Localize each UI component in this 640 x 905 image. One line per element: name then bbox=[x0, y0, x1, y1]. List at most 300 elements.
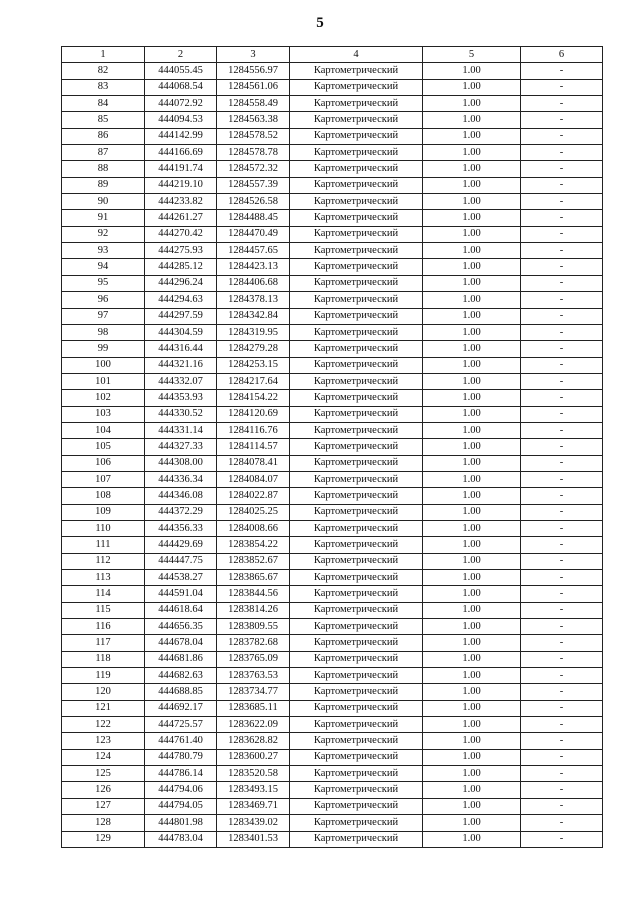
accuracy-cell: 1.00 bbox=[423, 390, 521, 406]
note-cell: - bbox=[521, 586, 603, 602]
accuracy-cell: 1.00 bbox=[423, 145, 521, 161]
table-row bbox=[62, 651, 603, 667]
column-header-2: 2 bbox=[145, 47, 217, 63]
table-row bbox=[62, 422, 603, 438]
accuracy-cell: 1.00 bbox=[423, 619, 521, 635]
x-coordinate-cell: 444447.75 bbox=[145, 553, 217, 569]
accuracy-cell: 1.00 bbox=[423, 63, 521, 79]
table-row bbox=[62, 259, 603, 275]
x-coordinate-cell: 444336.34 bbox=[145, 471, 217, 487]
point-number-cell: 106 bbox=[62, 455, 145, 471]
x-coordinate-cell: 444372.29 bbox=[145, 504, 217, 520]
method-cell: Картометрический bbox=[290, 749, 423, 765]
table-row bbox=[62, 308, 603, 324]
note-cell: - bbox=[521, 177, 603, 193]
table-row bbox=[62, 766, 603, 782]
method-cell: Картометрический bbox=[290, 537, 423, 553]
point-number-cell: 123 bbox=[62, 733, 145, 749]
accuracy-cell: 1.00 bbox=[423, 831, 521, 847]
note-cell: - bbox=[521, 815, 603, 831]
y-coordinate-cell: 1284557.39 bbox=[217, 177, 290, 193]
table-row bbox=[62, 749, 603, 765]
method-cell: Картометрический bbox=[290, 586, 423, 602]
y-coordinate-cell: 1284025.25 bbox=[217, 504, 290, 520]
accuracy-cell: 1.00 bbox=[423, 439, 521, 455]
accuracy-cell: 1.00 bbox=[423, 766, 521, 782]
method-cell: Картометрический bbox=[290, 504, 423, 520]
y-coordinate-cell: 1283814.26 bbox=[217, 602, 290, 618]
note-cell: - bbox=[521, 422, 603, 438]
accuracy-cell: 1.00 bbox=[423, 700, 521, 716]
note-cell: - bbox=[521, 684, 603, 700]
accuracy-cell: 1.00 bbox=[423, 684, 521, 700]
accuracy-cell: 1.00 bbox=[423, 782, 521, 798]
note-cell: - bbox=[521, 553, 603, 569]
y-coordinate-cell: 1283782.68 bbox=[217, 635, 290, 651]
method-cell: Картометрический bbox=[290, 210, 423, 226]
y-coordinate-cell: 1284319.95 bbox=[217, 324, 290, 340]
table-row bbox=[62, 488, 603, 504]
note-cell: - bbox=[521, 308, 603, 324]
note-cell: - bbox=[521, 504, 603, 520]
table-row bbox=[62, 635, 603, 651]
y-coordinate-cell: 1283520.58 bbox=[217, 766, 290, 782]
y-coordinate-cell: 1284217.64 bbox=[217, 373, 290, 389]
table-row bbox=[62, 406, 603, 422]
y-coordinate-cell: 1284526.58 bbox=[217, 194, 290, 210]
table-row bbox=[62, 112, 603, 128]
point-number-cell: 100 bbox=[62, 357, 145, 373]
y-coordinate-cell: 1284342.84 bbox=[217, 308, 290, 324]
x-coordinate-cell: 444591.04 bbox=[145, 586, 217, 602]
accuracy-cell: 1.00 bbox=[423, 194, 521, 210]
point-number-cell: 114 bbox=[62, 586, 145, 602]
x-coordinate-cell: 444261.27 bbox=[145, 210, 217, 226]
accuracy-cell: 1.00 bbox=[423, 128, 521, 144]
point-number-cell: 125 bbox=[62, 766, 145, 782]
point-number-cell: 85 bbox=[62, 112, 145, 128]
note-cell: - bbox=[521, 635, 603, 651]
accuracy-cell: 1.00 bbox=[423, 668, 521, 684]
x-coordinate-cell: 444233.82 bbox=[145, 194, 217, 210]
table-row bbox=[62, 324, 603, 340]
y-coordinate-cell: 1283469.71 bbox=[217, 798, 290, 814]
y-coordinate-cell: 1284008.66 bbox=[217, 520, 290, 536]
y-coordinate-cell: 1284279.28 bbox=[217, 341, 290, 357]
point-number-cell: 129 bbox=[62, 831, 145, 847]
table-row bbox=[62, 831, 603, 847]
y-coordinate-cell: 1284084.07 bbox=[217, 471, 290, 487]
point-number-cell: 102 bbox=[62, 390, 145, 406]
table-row bbox=[62, 602, 603, 618]
point-number-cell: 104 bbox=[62, 422, 145, 438]
x-coordinate-cell: 444682.63 bbox=[145, 668, 217, 684]
point-number-cell: 121 bbox=[62, 700, 145, 716]
accuracy-cell: 1.00 bbox=[423, 520, 521, 536]
note-cell: - bbox=[521, 700, 603, 716]
point-number-cell: 93 bbox=[62, 243, 145, 259]
accuracy-cell: 1.00 bbox=[423, 406, 521, 422]
table-row bbox=[62, 145, 603, 161]
note-cell: - bbox=[521, 831, 603, 847]
note-cell: - bbox=[521, 243, 603, 259]
table-row bbox=[62, 782, 603, 798]
note-cell: - bbox=[521, 112, 603, 128]
accuracy-cell: 1.00 bbox=[423, 177, 521, 193]
point-number-cell: 82 bbox=[62, 63, 145, 79]
point-number-cell: 84 bbox=[62, 96, 145, 112]
note-cell: - bbox=[521, 798, 603, 814]
note-cell: - bbox=[521, 259, 603, 275]
x-coordinate-cell: 444429.69 bbox=[145, 537, 217, 553]
method-cell: Картометрический bbox=[290, 96, 423, 112]
x-coordinate-cell: 444681.86 bbox=[145, 651, 217, 667]
point-number-cell: 98 bbox=[62, 324, 145, 340]
table-row bbox=[62, 504, 603, 520]
point-number-cell: 124 bbox=[62, 749, 145, 765]
accuracy-cell: 1.00 bbox=[423, 570, 521, 586]
accuracy-cell: 1.00 bbox=[423, 455, 521, 471]
table-row bbox=[62, 586, 603, 602]
accuracy-cell: 1.00 bbox=[423, 504, 521, 520]
note-cell: - bbox=[521, 357, 603, 373]
accuracy-cell: 1.00 bbox=[423, 422, 521, 438]
method-cell: Картометрический bbox=[290, 700, 423, 716]
accuracy-cell: 1.00 bbox=[423, 210, 521, 226]
x-coordinate-cell: 444297.59 bbox=[145, 308, 217, 324]
column-header-3: 3 bbox=[217, 47, 290, 63]
point-number-cell: 127 bbox=[62, 798, 145, 814]
method-cell: Картометрический bbox=[290, 733, 423, 749]
point-number-cell: 94 bbox=[62, 259, 145, 275]
note-cell: - bbox=[521, 717, 603, 733]
y-coordinate-cell: 1284114.57 bbox=[217, 439, 290, 455]
y-coordinate-cell: 1284572.32 bbox=[217, 161, 290, 177]
method-cell: Картометрический bbox=[290, 373, 423, 389]
x-coordinate-cell: 444321.16 bbox=[145, 357, 217, 373]
note-cell: - bbox=[521, 733, 603, 749]
note-cell: - bbox=[521, 161, 603, 177]
x-coordinate-cell: 444166.69 bbox=[145, 145, 217, 161]
table-row bbox=[62, 798, 603, 814]
y-coordinate-cell: 1284470.49 bbox=[217, 226, 290, 242]
column-header-5: 5 bbox=[423, 47, 521, 63]
y-coordinate-cell: 1284154.22 bbox=[217, 390, 290, 406]
note-cell: - bbox=[521, 488, 603, 504]
method-cell: Картометрический bbox=[290, 194, 423, 210]
x-coordinate-cell: 444191.74 bbox=[145, 161, 217, 177]
y-coordinate-cell: 1283765.09 bbox=[217, 651, 290, 667]
table-row bbox=[62, 537, 603, 553]
method-cell: Картометрический bbox=[290, 651, 423, 667]
x-coordinate-cell: 444219.10 bbox=[145, 177, 217, 193]
method-cell: Картометрический bbox=[290, 226, 423, 242]
table-row bbox=[62, 243, 603, 259]
method-cell: Картометрический bbox=[290, 520, 423, 536]
y-coordinate-cell: 1283628.82 bbox=[217, 733, 290, 749]
accuracy-cell: 1.00 bbox=[423, 602, 521, 618]
method-cell: Картометрический bbox=[290, 717, 423, 733]
y-coordinate-cell: 1283493.15 bbox=[217, 782, 290, 798]
note-cell: - bbox=[521, 570, 603, 586]
point-number-cell: 83 bbox=[62, 79, 145, 95]
note-cell: - bbox=[521, 194, 603, 210]
note-cell: - bbox=[521, 292, 603, 308]
x-coordinate-cell: 444786.14 bbox=[145, 766, 217, 782]
accuracy-cell: 1.00 bbox=[423, 341, 521, 357]
y-coordinate-cell: 1284561.06 bbox=[217, 79, 290, 95]
point-number-cell: 103 bbox=[62, 406, 145, 422]
x-coordinate-cell: 444332.07 bbox=[145, 373, 217, 389]
table-row bbox=[62, 79, 603, 95]
table-row bbox=[62, 96, 603, 112]
y-coordinate-cell: 1284457.65 bbox=[217, 243, 290, 259]
method-cell: Картометрический bbox=[290, 635, 423, 651]
method-cell: Картометрический bbox=[290, 815, 423, 831]
x-coordinate-cell: 444356.33 bbox=[145, 520, 217, 536]
accuracy-cell: 1.00 bbox=[423, 798, 521, 814]
point-number-cell: 119 bbox=[62, 668, 145, 684]
column-header-1: 1 bbox=[62, 47, 145, 63]
table-row bbox=[62, 471, 603, 487]
table-body bbox=[62, 63, 603, 848]
accuracy-cell: 1.00 bbox=[423, 586, 521, 602]
x-coordinate-cell: 444618.64 bbox=[145, 602, 217, 618]
table-row bbox=[62, 194, 603, 210]
table-header bbox=[62, 47, 603, 63]
method-cell: Картометрический bbox=[290, 63, 423, 79]
y-coordinate-cell: 1283865.67 bbox=[217, 570, 290, 586]
method-cell: Картометрический bbox=[290, 308, 423, 324]
method-cell: Картометрический bbox=[290, 324, 423, 340]
table-row bbox=[62, 668, 603, 684]
point-number-cell: 99 bbox=[62, 341, 145, 357]
point-number-cell: 113 bbox=[62, 570, 145, 586]
point-number-cell: 115 bbox=[62, 602, 145, 618]
method-cell: Картометрический bbox=[290, 782, 423, 798]
note-cell: - bbox=[521, 782, 603, 798]
point-number-cell: 88 bbox=[62, 161, 145, 177]
x-coordinate-cell: 444353.93 bbox=[145, 390, 217, 406]
note-cell: - bbox=[521, 668, 603, 684]
point-number-cell: 108 bbox=[62, 488, 145, 504]
accuracy-cell: 1.00 bbox=[423, 161, 521, 177]
x-coordinate-cell: 444055.45 bbox=[145, 63, 217, 79]
method-cell: Картометрический bbox=[290, 439, 423, 455]
point-number-cell: 101 bbox=[62, 373, 145, 389]
accuracy-cell: 1.00 bbox=[423, 488, 521, 504]
y-coordinate-cell: 1283852.67 bbox=[217, 553, 290, 569]
coordinates-table bbox=[61, 46, 603, 848]
method-cell: Картометрический bbox=[290, 177, 423, 193]
point-number-cell: 107 bbox=[62, 471, 145, 487]
x-coordinate-cell: 444142.99 bbox=[145, 128, 217, 144]
accuracy-cell: 1.00 bbox=[423, 733, 521, 749]
x-coordinate-cell: 444330.52 bbox=[145, 406, 217, 422]
point-number-cell: 105 bbox=[62, 439, 145, 455]
method-cell: Картометрический bbox=[290, 112, 423, 128]
method-cell: Картометрический bbox=[290, 275, 423, 291]
point-number-cell: 112 bbox=[62, 553, 145, 569]
note-cell: - bbox=[521, 455, 603, 471]
accuracy-cell: 1.00 bbox=[423, 553, 521, 569]
y-coordinate-cell: 1284022.87 bbox=[217, 488, 290, 504]
y-coordinate-cell: 1283401.53 bbox=[217, 831, 290, 847]
accuracy-cell: 1.00 bbox=[423, 324, 521, 340]
method-cell: Картометрический bbox=[290, 553, 423, 569]
accuracy-cell: 1.00 bbox=[423, 471, 521, 487]
accuracy-cell: 1.00 bbox=[423, 373, 521, 389]
point-number-cell: 109 bbox=[62, 504, 145, 520]
y-coordinate-cell: 1283809.55 bbox=[217, 619, 290, 635]
method-cell: Картометрический bbox=[290, 243, 423, 259]
y-coordinate-cell: 1284406.68 bbox=[217, 275, 290, 291]
table-row bbox=[62, 292, 603, 308]
point-number-cell: 128 bbox=[62, 815, 145, 831]
x-coordinate-cell: 444072.92 bbox=[145, 96, 217, 112]
x-coordinate-cell: 444308.00 bbox=[145, 455, 217, 471]
x-coordinate-cell: 444285.12 bbox=[145, 259, 217, 275]
y-coordinate-cell: 1283844.56 bbox=[217, 586, 290, 602]
y-coordinate-cell: 1283854.22 bbox=[217, 537, 290, 553]
x-coordinate-cell: 444801.98 bbox=[145, 815, 217, 831]
note-cell: - bbox=[521, 537, 603, 553]
method-cell: Картометрический bbox=[290, 259, 423, 275]
note-cell: - bbox=[521, 520, 603, 536]
point-number-cell: 118 bbox=[62, 651, 145, 667]
note-cell: - bbox=[521, 226, 603, 242]
point-number-cell: 120 bbox=[62, 684, 145, 700]
method-cell: Картометрический bbox=[290, 570, 423, 586]
table-row bbox=[62, 815, 603, 831]
method-cell: Картометрический bbox=[290, 390, 423, 406]
point-number-cell: 92 bbox=[62, 226, 145, 242]
point-number-cell: 116 bbox=[62, 619, 145, 635]
point-number-cell: 122 bbox=[62, 717, 145, 733]
accuracy-cell: 1.00 bbox=[423, 308, 521, 324]
note-cell: - bbox=[521, 406, 603, 422]
table-row bbox=[62, 390, 603, 406]
accuracy-cell: 1.00 bbox=[423, 815, 521, 831]
y-coordinate-cell: 1284120.69 bbox=[217, 406, 290, 422]
accuracy-cell: 1.00 bbox=[423, 275, 521, 291]
note-cell: - bbox=[521, 341, 603, 357]
point-number-cell: 91 bbox=[62, 210, 145, 226]
y-coordinate-cell: 1284378.13 bbox=[217, 292, 290, 308]
x-coordinate-cell: 444794.05 bbox=[145, 798, 217, 814]
table-row bbox=[62, 341, 603, 357]
x-coordinate-cell: 444656.35 bbox=[145, 619, 217, 635]
table-row bbox=[62, 553, 603, 569]
method-cell: Картометрический bbox=[290, 406, 423, 422]
point-number-cell: 86 bbox=[62, 128, 145, 144]
table-row bbox=[62, 619, 603, 635]
accuracy-cell: 1.00 bbox=[423, 226, 521, 242]
y-coordinate-cell: 1284563.38 bbox=[217, 112, 290, 128]
table-row bbox=[62, 177, 603, 193]
x-coordinate-cell: 444761.40 bbox=[145, 733, 217, 749]
method-cell: Картометрический bbox=[290, 455, 423, 471]
x-coordinate-cell: 444316.44 bbox=[145, 341, 217, 357]
point-number-cell: 95 bbox=[62, 275, 145, 291]
accuracy-cell: 1.00 bbox=[423, 112, 521, 128]
x-coordinate-cell: 444304.59 bbox=[145, 324, 217, 340]
method-cell: Картометрический bbox=[290, 341, 423, 357]
note-cell: - bbox=[521, 749, 603, 765]
note-cell: - bbox=[521, 373, 603, 389]
y-coordinate-cell: 1284253.15 bbox=[217, 357, 290, 373]
method-cell: Картометрический bbox=[290, 619, 423, 635]
y-coordinate-cell: 1284488.45 bbox=[217, 210, 290, 226]
x-coordinate-cell: 444346.08 bbox=[145, 488, 217, 504]
table-row bbox=[62, 161, 603, 177]
note-cell: - bbox=[521, 145, 603, 161]
table-row bbox=[62, 210, 603, 226]
method-cell: Картометрический bbox=[290, 798, 423, 814]
accuracy-cell: 1.00 bbox=[423, 651, 521, 667]
note-cell: - bbox=[521, 766, 603, 782]
table-row bbox=[62, 373, 603, 389]
x-coordinate-cell: 444270.42 bbox=[145, 226, 217, 242]
note-cell: - bbox=[521, 63, 603, 79]
x-coordinate-cell: 444327.33 bbox=[145, 439, 217, 455]
x-coordinate-cell: 444068.54 bbox=[145, 79, 217, 95]
table-row bbox=[62, 455, 603, 471]
accuracy-cell: 1.00 bbox=[423, 259, 521, 275]
point-number-cell: 87 bbox=[62, 145, 145, 161]
note-cell: - bbox=[521, 96, 603, 112]
column-header-4: 4 bbox=[290, 47, 423, 63]
accuracy-cell: 1.00 bbox=[423, 243, 521, 259]
note-cell: - bbox=[521, 619, 603, 635]
table-row bbox=[62, 439, 603, 455]
x-coordinate-cell: 444688.85 bbox=[145, 684, 217, 700]
method-cell: Картометрический bbox=[290, 471, 423, 487]
accuracy-cell: 1.00 bbox=[423, 717, 521, 733]
method-cell: Картометрический bbox=[290, 422, 423, 438]
page-number: 5 bbox=[316, 15, 324, 31]
y-coordinate-cell: 1283734.77 bbox=[217, 684, 290, 700]
table-row bbox=[62, 684, 603, 700]
x-coordinate-cell: 444275.93 bbox=[145, 243, 217, 259]
method-cell: Картометрический bbox=[290, 145, 423, 161]
note-cell: - bbox=[521, 651, 603, 667]
y-coordinate-cell: 1283600.27 bbox=[217, 749, 290, 765]
accuracy-cell: 1.00 bbox=[423, 635, 521, 651]
x-coordinate-cell: 444296.24 bbox=[145, 275, 217, 291]
method-cell: Картометрический bbox=[290, 292, 423, 308]
y-coordinate-cell: 1284078.41 bbox=[217, 455, 290, 471]
method-cell: Картометрический bbox=[290, 79, 423, 95]
y-coordinate-cell: 1284556.97 bbox=[217, 63, 290, 79]
y-coordinate-cell: 1284578.78 bbox=[217, 145, 290, 161]
table-row bbox=[62, 520, 603, 536]
note-cell: - bbox=[521, 79, 603, 95]
x-coordinate-cell: 444794.06 bbox=[145, 782, 217, 798]
y-coordinate-cell: 1283763.53 bbox=[217, 668, 290, 684]
note-cell: - bbox=[521, 275, 603, 291]
x-coordinate-cell: 444678.04 bbox=[145, 635, 217, 651]
accuracy-cell: 1.00 bbox=[423, 292, 521, 308]
point-number-cell: 126 bbox=[62, 782, 145, 798]
point-number-cell: 89 bbox=[62, 177, 145, 193]
note-cell: - bbox=[521, 210, 603, 226]
column-header-6: 6 bbox=[521, 47, 603, 63]
accuracy-cell: 1.00 bbox=[423, 749, 521, 765]
x-coordinate-cell: 444094.53 bbox=[145, 112, 217, 128]
accuracy-cell: 1.00 bbox=[423, 79, 521, 95]
x-coordinate-cell: 444331.14 bbox=[145, 422, 217, 438]
